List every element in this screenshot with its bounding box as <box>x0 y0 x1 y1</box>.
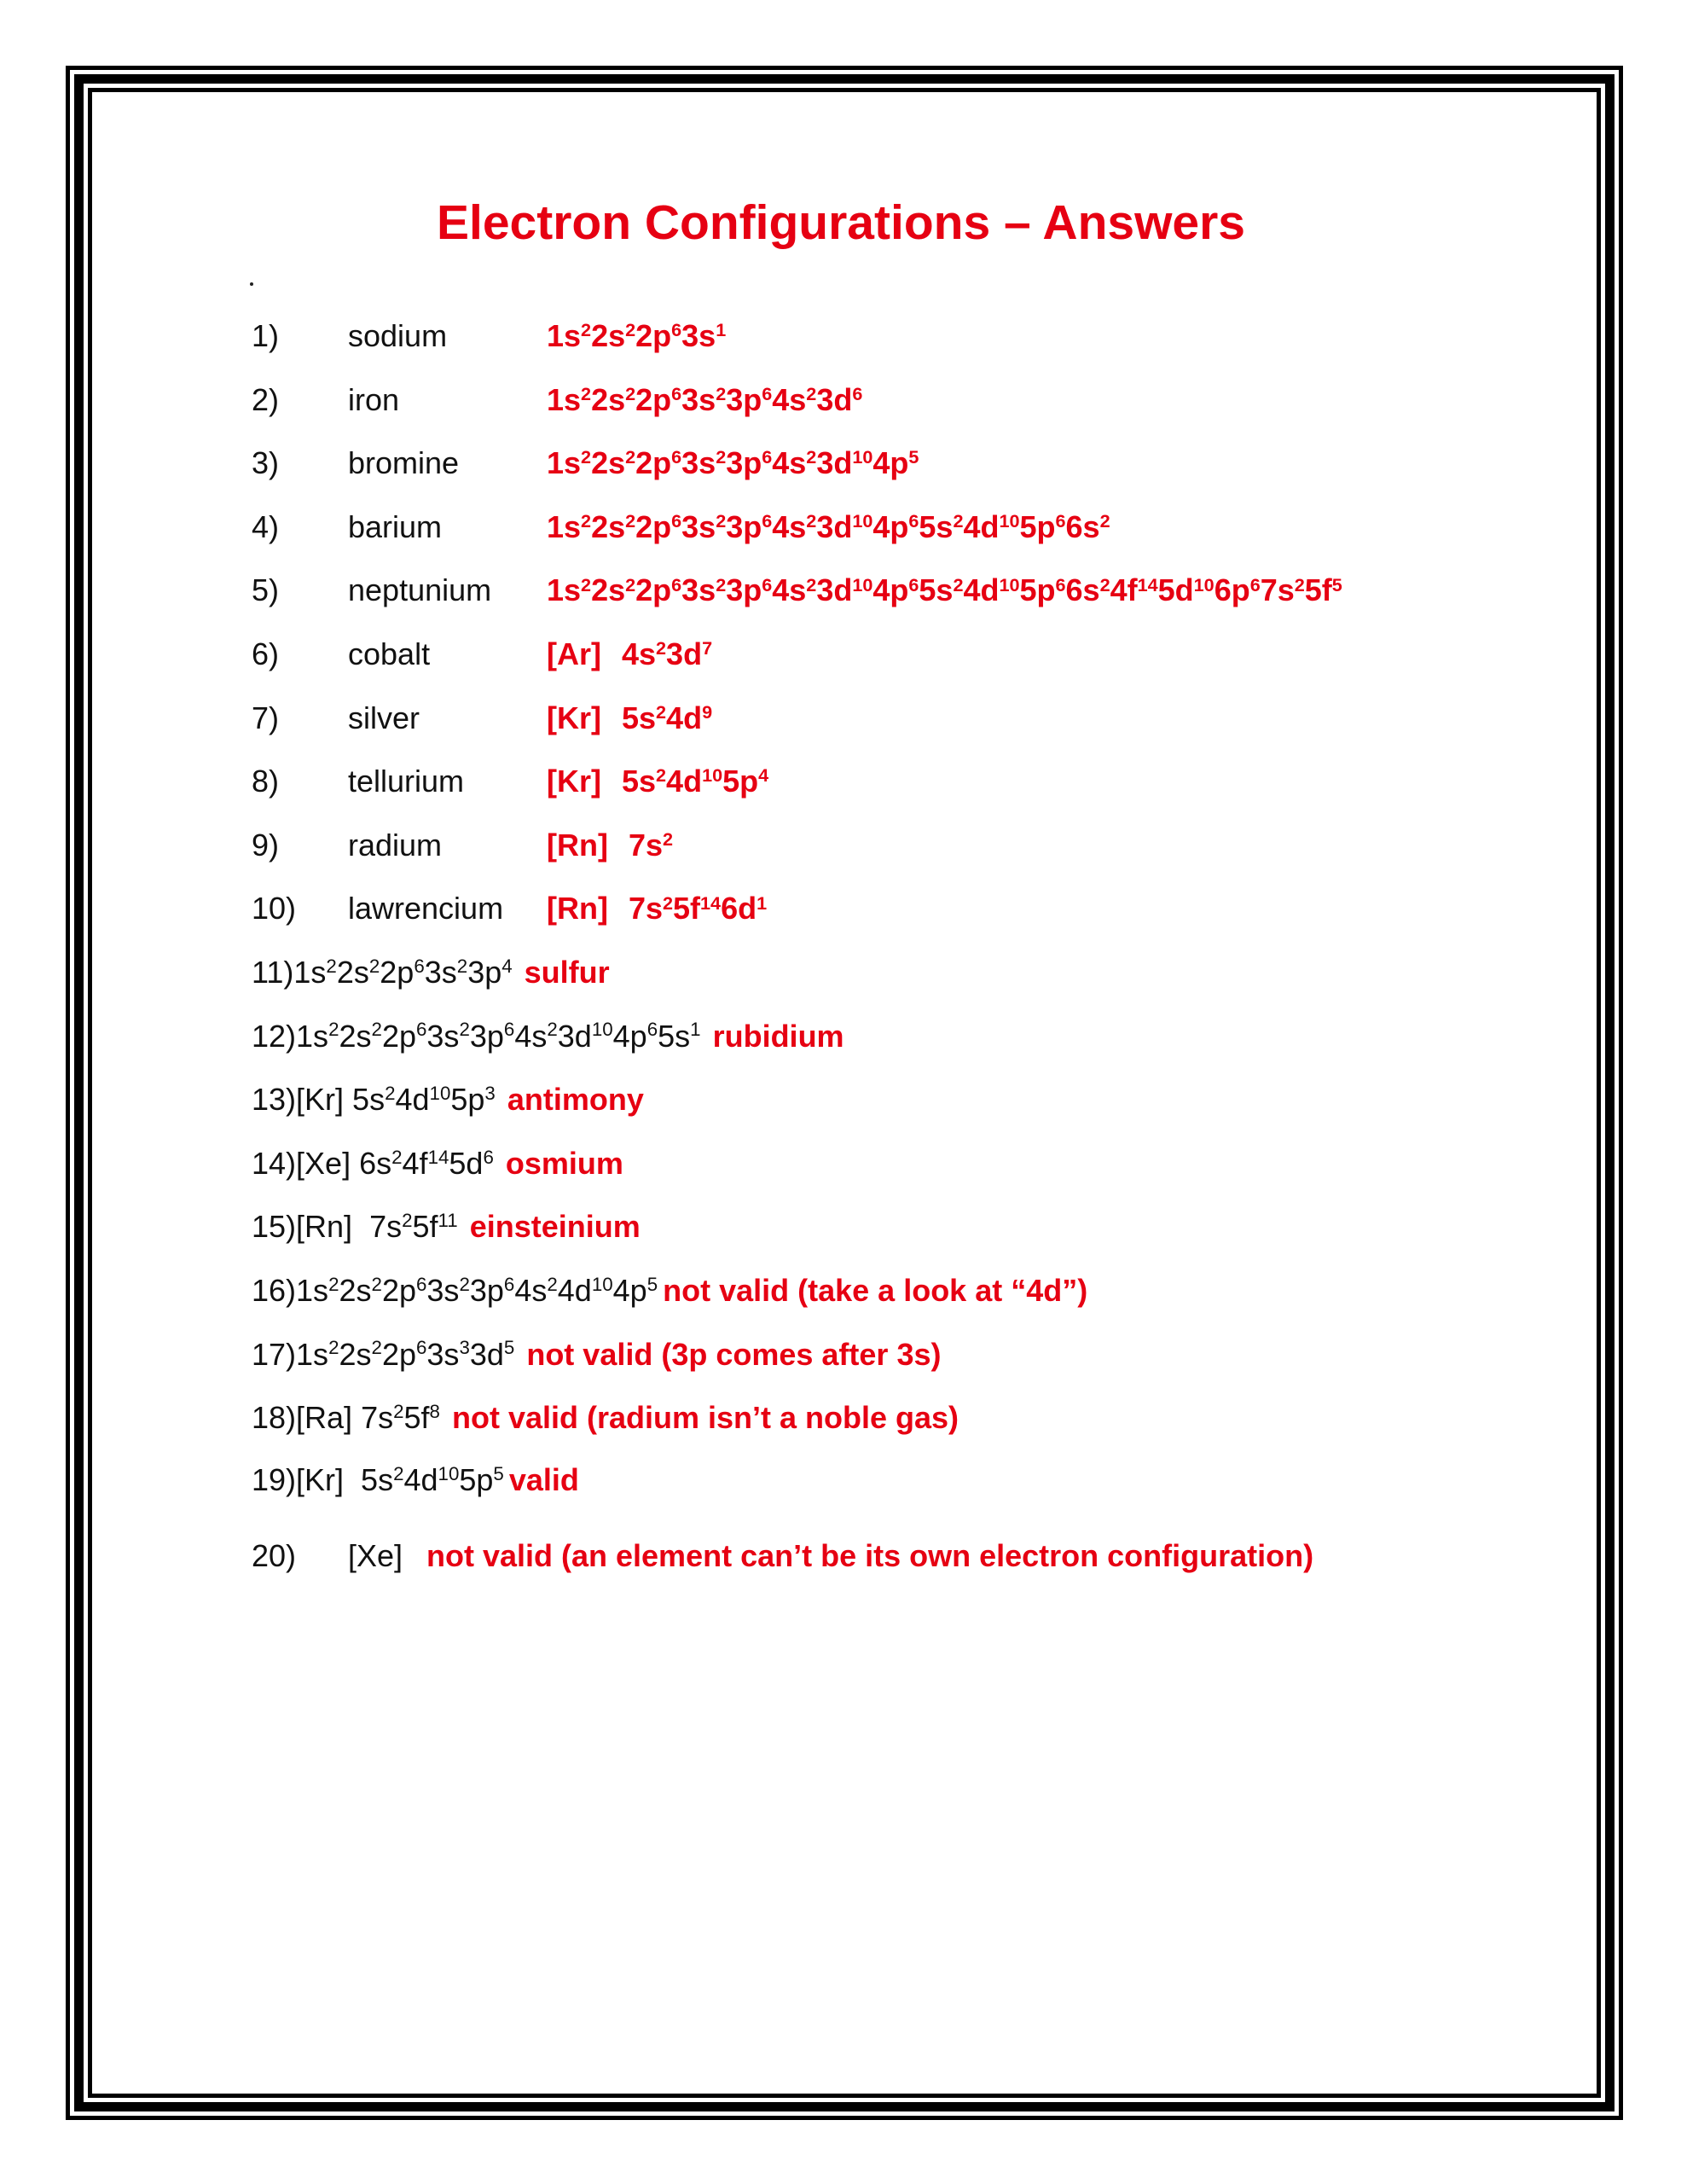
orbital: 7s <box>628 827 664 863</box>
orbital: 4s <box>514 1273 548 1308</box>
noble-gas-core: [Xe] <box>296 1145 360 1181</box>
orbital: 3s <box>426 1273 460 1308</box>
orbital: 7s <box>1260 572 1295 608</box>
orbital-electron-count: 4 <box>501 955 513 977</box>
orbital: 4p <box>872 572 909 608</box>
item-number: 17) <box>252 1336 297 1372</box>
electron-configuration-answer <box>547 572 1342 609</box>
orbital-electron-count: 2 <box>371 1337 382 1359</box>
orbital: 1s <box>547 508 582 544</box>
orbital-electron-count: 2 <box>806 382 817 404</box>
orbital-electron-count: 1 <box>716 319 727 341</box>
noble-gas-core: [Ar] <box>547 636 601 671</box>
noble-gas-core: [Rn] <box>296 1209 370 1245</box>
orbital-electron-count: 6 <box>762 573 773 595</box>
orbital: 4p <box>612 1018 647 1054</box>
orbital-electron-count: 11 <box>438 1210 458 1232</box>
orbital-electron-count: 2 <box>806 446 817 468</box>
configuration-question <box>296 1146 494 1181</box>
orbital-electron-count: 10 <box>1193 573 1215 595</box>
orbital-electron-count: 1 <box>757 892 768 914</box>
orbital-electron-count: 6 <box>483 1146 494 1168</box>
orbital: 3p <box>726 572 762 608</box>
item-answer: not valid (an element can’t be its own electron configuration) <box>426 1538 1314 1573</box>
item-number: 10) <box>252 891 297 926</box>
orbital-electron-count: 10 <box>852 573 873 595</box>
configuration-question <box>296 1209 458 1244</box>
item-number: 11) <box>252 955 294 990</box>
orbital-electron-count: 7 <box>702 637 713 659</box>
orbital: 3d <box>816 572 853 608</box>
electron-configuration-answer <box>547 444 919 482</box>
orbital: 3p <box>469 1018 504 1054</box>
orbital-electron-count: 6 <box>852 382 863 404</box>
orbital: 4s <box>772 508 807 544</box>
item-number: 2) <box>252 381 280 417</box>
orbital-electron-count: 2 <box>656 700 667 723</box>
configuration-question <box>293 955 512 990</box>
orbital-electron-count: 2 <box>716 382 727 404</box>
list-item-12 <box>252 1018 844 1055</box>
orbital: 3p <box>726 508 762 544</box>
orbital: 5s <box>919 508 954 544</box>
orbital: 2p <box>635 572 672 608</box>
orbital: 1s <box>293 955 327 990</box>
element-name: sodium <box>348 318 448 353</box>
orbital: 2s <box>591 318 626 353</box>
orbital: 4s <box>772 445 807 481</box>
element-name: radium <box>348 827 443 863</box>
orbital-electron-count: 2 <box>656 637 667 659</box>
item-number: 13) <box>252 1082 297 1118</box>
orbital: 5d <box>1157 572 1194 608</box>
item-number: 3) <box>252 445 280 481</box>
answer: einsteinium <box>469 1209 641 1245</box>
orbital-electron-count: 3 <box>459 1337 470 1359</box>
noble-gas-core: [Kr] <box>296 1082 353 1118</box>
list-item-18 <box>252 1399 959 1437</box>
orbital-electron-count: 2 <box>953 509 964 531</box>
orbital-electron-count: 5 <box>908 446 919 468</box>
orbital-electron-count: 10 <box>429 1082 451 1104</box>
orbital-electron-count: 8 <box>429 1400 440 1422</box>
orbital-electron-count: 2 <box>581 509 592 531</box>
orbital: 5p <box>722 764 759 799</box>
orbital: 4p <box>872 445 909 481</box>
orbital-electron-count: 3 <box>484 1082 496 1104</box>
item-number: 4) <box>252 508 280 544</box>
electron-configuration-answer <box>547 508 1110 546</box>
orbital: 1s <box>296 1018 329 1054</box>
orbital: 5s <box>352 1082 386 1118</box>
orbital: 1s <box>547 572 582 608</box>
orbital: 3s <box>426 1336 460 1372</box>
orbital: 4s <box>621 636 657 671</box>
orbital-electron-count: 6 <box>671 573 682 595</box>
orbital-electron-count: 2 <box>953 573 964 595</box>
configuration-question <box>296 1462 504 1497</box>
orbital: 4d <box>666 700 703 735</box>
orbital-electron-count: 2 <box>625 446 636 468</box>
orbital: 6p <box>1214 572 1250 608</box>
list-item-13 <box>252 1081 644 1118</box>
orbital-electron-count: 6 <box>503 1273 515 1295</box>
orbital: 5p <box>459 1462 494 1497</box>
list-item-17 <box>252 1336 941 1374</box>
noble-gas-core: [Rn] <box>547 827 608 863</box>
orbital-electron-count: 14 <box>1137 573 1158 595</box>
orbital: 1s <box>547 318 582 353</box>
orbital: 2s <box>591 445 626 481</box>
list-item-14 <box>252 1145 623 1182</box>
orbital-electron-count: 5 <box>493 1462 504 1484</box>
page-title-text: Electron Configurations – Answers <box>436 195 1246 250</box>
orbital-electron-count: 6 <box>415 1337 427 1359</box>
orbital-electron-count: 2 <box>547 1019 558 1041</box>
orbital-electron-count: 6 <box>671 382 682 404</box>
orbital: 2s <box>336 955 369 990</box>
orbital: 3s <box>681 381 716 417</box>
orbital-electron-count: 10 <box>999 573 1020 595</box>
orbital-electron-count: 2 <box>716 573 727 595</box>
orbital: 3d <box>816 381 853 417</box>
list-item-19 <box>252 1461 579 1499</box>
orbital: 4d <box>963 572 1000 608</box>
answer: not valid (3p comes after 3s) <box>526 1336 942 1372</box>
orbital-electron-count: 6 <box>1055 509 1066 531</box>
element-name: barium <box>348 508 443 544</box>
orbital-electron-count: 2 <box>459 1273 470 1295</box>
orbital-electron-count: 10 <box>999 509 1020 531</box>
orbital-electron-count: 9 <box>702 700 713 723</box>
configuration-question <box>296 1337 514 1372</box>
orbital: 2p <box>381 1336 416 1372</box>
orbital: 4s <box>514 1018 548 1054</box>
item-number: 8) <box>252 764 280 799</box>
answer: antimony <box>507 1082 644 1118</box>
item-number: 14) <box>252 1145 297 1181</box>
orbital: 2p <box>635 318 672 353</box>
orbital: 7s <box>361 1400 394 1436</box>
noble-gas-core: [Rn] <box>547 891 608 926</box>
orbital-electron-count: 4 <box>758 764 769 787</box>
orbital-electron-count: 2 <box>625 573 636 595</box>
orbital-electron-count: 6 <box>415 1273 427 1295</box>
orbital: 3s <box>424 955 457 990</box>
noble-gas-core: [Kr] <box>296 1462 362 1497</box>
orbital-electron-count: 2 <box>391 1146 403 1168</box>
electron-configuration-answer <box>547 827 673 864</box>
orbital-electron-count: 2 <box>456 955 468 977</box>
orbital: 1s <box>296 1273 329 1308</box>
orbital-electron-count: 2 <box>716 509 727 531</box>
orbital-electron-count: 6 <box>415 1019 427 1041</box>
orbital-electron-count: 2 <box>328 1337 339 1359</box>
orbital-electron-count: 2 <box>663 892 674 914</box>
orbital-electron-count: 2 <box>581 382 592 404</box>
orbital-electron-count: 2 <box>459 1019 470 1041</box>
noble-gas-core: [Ra] <box>296 1400 362 1436</box>
item-number: 15) <box>252 1209 297 1245</box>
orbital: 4p <box>612 1273 647 1308</box>
orbital-electron-count: 2 <box>1099 573 1110 595</box>
orbital-electron-count: 2 <box>328 1019 339 1041</box>
orbital: 3s <box>681 445 716 481</box>
orbital: 2s <box>339 1018 372 1054</box>
item-number: 7) <box>252 700 280 735</box>
orbital-electron-count: 6 <box>503 1019 515 1041</box>
orbital-electron-count: 5 <box>1331 573 1342 595</box>
orbital-electron-count: 5 <box>646 1273 658 1295</box>
noble-gas-core: [Kr] <box>547 700 601 735</box>
list-item-16 <box>252 1272 1087 1310</box>
orbital-electron-count: 10 <box>852 509 873 531</box>
orbital-electron-count: 6 <box>908 509 919 531</box>
orbital-electron-count: 2 <box>326 955 337 977</box>
orbital-electron-count: 6 <box>762 509 773 531</box>
electron-configuration-answer <box>547 381 862 419</box>
configuration-question <box>296 1019 701 1054</box>
configuration-question <box>296 1273 658 1308</box>
orbital-electron-count: 10 <box>702 764 723 787</box>
orbital: 3d <box>816 445 853 481</box>
item-number: 5) <box>252 572 280 608</box>
configuration-question <box>296 1400 440 1435</box>
orbital-electron-count: 1 <box>690 1019 701 1041</box>
orbital-electron-count: 10 <box>591 1019 613 1041</box>
orbital: 4s <box>772 381 807 417</box>
configuration-question <box>296 1082 496 1117</box>
orbital: 5s <box>621 700 657 735</box>
orbital: 5s <box>621 764 657 799</box>
item-number: 12) <box>252 1018 297 1054</box>
element-name: bromine <box>348 445 460 481</box>
element-name: iron <box>348 381 400 417</box>
item-number: 1) <box>252 318 280 353</box>
orbital: 2p <box>381 1273 416 1308</box>
orbital: 4d <box>557 1273 592 1308</box>
orbital-electron-count: 10 <box>852 446 873 468</box>
orbital: 3d <box>666 636 703 671</box>
orbital: 2s <box>591 572 626 608</box>
answer: rubidium <box>712 1018 844 1054</box>
orbital-electron-count: 2 <box>547 1273 558 1295</box>
orbital: 4d <box>963 508 1000 544</box>
element-name: cobalt <box>348 636 431 671</box>
orbital: 5p <box>1019 508 1056 544</box>
electron-configuration-answer <box>547 763 768 800</box>
orbital: 3p <box>469 1273 504 1308</box>
orbital: 5f <box>673 891 701 926</box>
answer: sulfur <box>524 955 610 990</box>
orbital-electron-count: 6 <box>414 955 425 977</box>
orbital: 4f <box>402 1145 428 1181</box>
list-item-15 <box>252 1208 641 1246</box>
orbital-electron-count: 6 <box>671 319 682 341</box>
orbital-electron-count: 2 <box>806 573 817 595</box>
orbital: 2s <box>339 1273 372 1308</box>
orbital: 7s <box>369 1209 403 1245</box>
orbital: 6d <box>721 891 757 926</box>
orbital: 6s <box>1065 572 1100 608</box>
orbital-electron-count: 2 <box>393 1400 404 1422</box>
orbital: 5s <box>658 1018 691 1054</box>
orbital-electron-count: 6 <box>646 1019 658 1041</box>
electron-configuration-answer <box>547 700 712 737</box>
orbital: 4f <box>1110 572 1138 608</box>
orbital: 1s <box>547 381 582 417</box>
electron-configuration-answer <box>547 890 767 927</box>
orbital-electron-count: 5 <box>503 1337 515 1359</box>
answer: not valid (radium isn’t a noble gas) <box>451 1400 959 1436</box>
electron-configuration-answer <box>547 636 712 673</box>
orbital-electron-count: 6 <box>908 573 919 595</box>
orbital-electron-count: 2 <box>625 382 636 404</box>
orbital: 6s <box>359 1145 392 1181</box>
orbital: 3p <box>726 381 762 417</box>
orbital-electron-count: 2 <box>716 446 727 468</box>
orbital: 3p <box>726 445 762 481</box>
orbital: 3d <box>816 508 853 544</box>
orbital: 4d <box>666 764 703 799</box>
answer: osmium <box>505 1145 623 1181</box>
orbital-electron-count: 2 <box>1294 573 1305 595</box>
orbital: 3s <box>681 572 716 608</box>
answer: not valid (take a look at “4d”) <box>663 1273 1088 1308</box>
orbital: 3s <box>681 508 716 544</box>
orbital-electron-count: 2 <box>371 1019 382 1041</box>
element-name: lawrencium <box>348 891 504 926</box>
orbital: 5f <box>403 1400 430 1436</box>
orbital-electron-count: 2 <box>581 573 592 595</box>
item-number: 18) <box>252 1400 297 1436</box>
orbital-electron-count: 10 <box>438 1462 460 1484</box>
orbital-electron-count: 2 <box>581 319 592 341</box>
orbital-electron-count: 14 <box>700 892 722 914</box>
answer: valid <box>508 1462 579 1497</box>
orbital-electron-count: 2 <box>1099 509 1110 531</box>
orbital: 4s <box>772 572 807 608</box>
orbital: 3d <box>469 1336 504 1372</box>
orbital: 3d <box>557 1018 592 1054</box>
orbital: 4d <box>395 1082 430 1118</box>
orbital-electron-count: 14 <box>427 1146 449 1168</box>
orbital: 5f <box>412 1209 438 1245</box>
orbital: 2s <box>339 1336 372 1372</box>
orbital-electron-count: 6 <box>1055 573 1066 595</box>
orbital-electron-count: 6 <box>671 509 682 531</box>
noble-gas-core: [Kr] <box>547 764 601 799</box>
orbital-electron-count: 2 <box>385 1082 396 1104</box>
element-name: neptunium <box>348 572 492 608</box>
orbital: 2p <box>635 508 672 544</box>
orbital: 7s <box>628 891 664 926</box>
page-title <box>0 193 1687 253</box>
orbital-electron-count: 6 <box>1249 573 1261 595</box>
orbital: 1s <box>547 445 582 481</box>
orbital-electron-count: 10 <box>591 1273 613 1295</box>
orbital-electron-count: 2 <box>402 1210 413 1232</box>
orbital-electron-count: 2 <box>656 764 667 787</box>
orbital-electron-count: 6 <box>671 446 682 468</box>
orbital: 2s <box>591 381 626 417</box>
orbital: 2p <box>381 1018 416 1054</box>
orbital-electron-count: 6 <box>762 382 773 404</box>
orbital-electron-count: 2 <box>625 509 636 531</box>
orbital: 6s <box>1065 508 1100 544</box>
orbital: 3s <box>426 1018 460 1054</box>
orbital-electron-count: 2 <box>328 1273 339 1295</box>
orbital: 4d <box>403 1462 438 1497</box>
orbital: 5s <box>919 572 954 608</box>
orbital-electron-count: 2 <box>625 319 636 341</box>
orbital-electron-count: 2 <box>393 1462 404 1484</box>
orbital: 5p <box>450 1082 485 1118</box>
item-number: 6) <box>252 636 280 671</box>
stray-mark <box>250 282 253 286</box>
item-number: 19) <box>252 1462 297 1497</box>
item-config: [Xe] <box>348 1538 403 1573</box>
list-item-11 <box>252 954 610 991</box>
item-number: 20) <box>252 1538 297 1573</box>
orbital: 5s <box>361 1462 394 1497</box>
orbital: 2p <box>635 445 672 481</box>
orbital: 1s <box>296 1336 329 1372</box>
orbital: 5f <box>1304 572 1332 608</box>
orbital-electron-count: 2 <box>368 955 380 977</box>
orbital-electron-count: 6 <box>762 446 773 468</box>
orbital-electron-count: 2 <box>581 446 592 468</box>
orbital: 4p <box>872 508 909 544</box>
orbital: 2p <box>380 955 415 990</box>
orbital: 3s <box>681 318 716 353</box>
element-name: tellurium <box>348 764 465 799</box>
item-number: 9) <box>252 827 280 863</box>
orbital: 3p <box>467 955 502 990</box>
orbital: 5d <box>449 1145 484 1181</box>
item-number: 16) <box>252 1273 297 1308</box>
orbital-electron-count: 2 <box>663 828 674 850</box>
orbital-electron-count: 2 <box>806 509 817 531</box>
orbital: 2p <box>635 381 672 417</box>
orbital: 2s <box>591 508 626 544</box>
element-name: silver <box>348 700 420 735</box>
orbital-electron-count: 2 <box>371 1273 382 1295</box>
electron-configuration-answer <box>547 317 726 355</box>
orbital: 5p <box>1019 572 1056 608</box>
